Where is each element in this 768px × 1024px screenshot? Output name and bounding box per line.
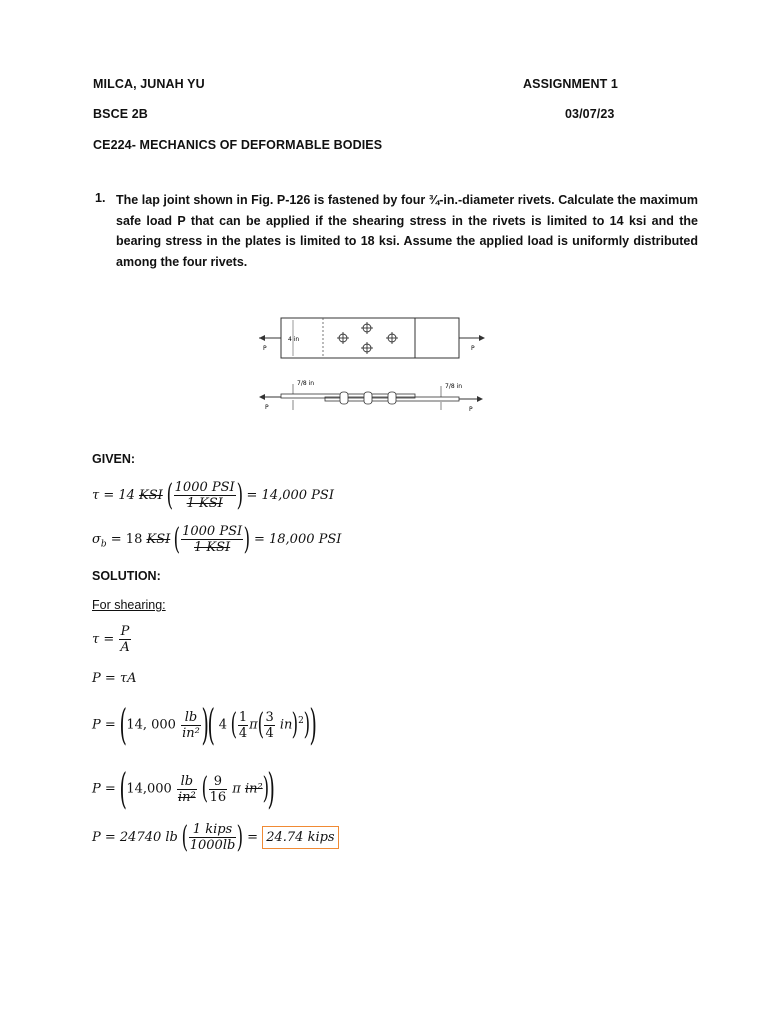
section-label: BSCE 2B	[93, 107, 148, 121]
load-p-left: P	[263, 345, 267, 352]
load-p-side-left: P	[265, 404, 269, 411]
eq-p-result: P = 24740 lb ( $\frac{\text{1 kips}}{1000lb}$ ) = 24.74 kips	[92, 822, 339, 853]
given-tau: τ = 14 KSI ( $\frac{\text{1000 PSI}}{\text{1 KSI}}$ ) = 14,000 PSI	[92, 477, 334, 513]
problem-number: 1.	[95, 191, 106, 205]
shearing-heading: For shearing:	[92, 598, 166, 612]
dim-4in: 4 in	[288, 336, 300, 343]
given-sigma: $\sigma_b = 18$ KSI ( $\frac{\text{1000 PSI}}{\text{1 KSI}}$ ) = 18,000 PSI	[92, 521, 342, 557]
eq-p-simplified: P = (14,000 $\frac{lb}{\text{in²}}$ ( $\frac{9}{16}$ π in²))	[92, 764, 276, 813]
eq-p-tau-a: P = τA	[92, 671, 137, 686]
thickness-left: 7/8 in	[297, 380, 315, 387]
load-p-right: P	[471, 345, 475, 352]
thickness-right: 7/8 in	[445, 383, 463, 390]
date-label: 03/07/23	[565, 107, 615, 121]
course-title: CE224- MECHANICS OF DEFORMABLE BODIES	[93, 138, 383, 152]
eq-p-substitution: P = (14, 000 $\frac{lb}{\text{in²}}$ )( 4 ( $\frac{1}{4}$ π( $\frac{3}{4}$ in)$^2$))	[92, 700, 317, 749]
given-heading: GIVEN:	[92, 452, 136, 466]
load-p-side-right: P	[469, 406, 473, 413]
eq-tau-p-over-a: τ = $\frac{P}{A}$	[92, 624, 130, 655]
lap-joint-figure	[255, 312, 495, 417]
student-name: MILCA, JUNAH YU	[93, 77, 205, 91]
solution-heading: SOLUTION:	[92, 569, 161, 583]
assignment-label: ASSIGNMENT 1	[523, 77, 618, 91]
answer-box: 24.74 kips	[262, 826, 338, 849]
problem-text: The lap joint shown in Fig. P-126 is fastened by four ¾-in.-diameter rivets. Calculate the maximum safe load P that can be applied if the shearing stress in the rivets is limited to 14 ksi and the bearing stress in the plates is limited to 18 ksi. Assume the applied load is uniformly distributed among the four rivets.	[116, 193, 698, 269]
